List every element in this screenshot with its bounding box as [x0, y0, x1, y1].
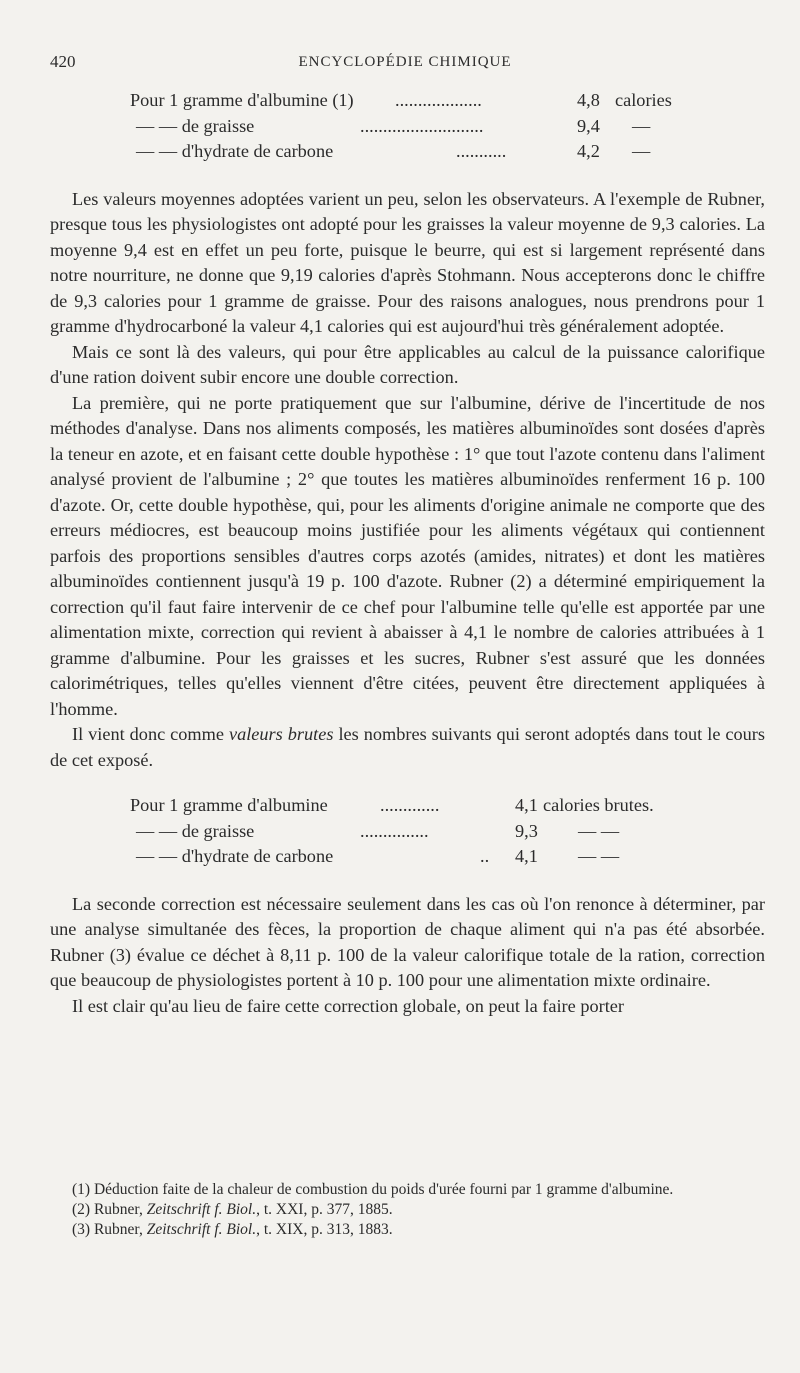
table-row: [50, 139, 765, 165]
table-label: Pour 1 gramme d'albumine: [130, 795, 328, 815]
table-leader: ...........: [456, 141, 507, 161]
calorie-table-1: [50, 88, 765, 165]
text-run: , t. XXI, p. 377, 1885.: [256, 1201, 393, 1218]
table-row: [50, 793, 765, 819]
table-row: [50, 114, 765, 140]
table-leader: ...................: [395, 90, 482, 110]
table-label: — — d'hydrate de carbone: [136, 141, 334, 161]
text-run: , t. XIX, p. 313, 1883.: [256, 1221, 393, 1238]
paragraph: Mais ce sont là des valeurs, qui pour être applicables au calcul de la puissance calorifique d'une ration doivent subir encore une double correction.: [50, 341, 765, 387]
table-value: 4,1: [515, 795, 538, 815]
table-unit: calories: [615, 90, 672, 110]
table-row: [50, 844, 765, 870]
footnote: [50, 1200, 765, 1220]
italic-text: valeurs brutes: [228, 724, 334, 744]
table-row: [50, 819, 765, 845]
italic-text: Zeitschrift f. Biol.: [146, 1201, 257, 1218]
table-leader: .............: [380, 795, 440, 815]
text-run: (2) Rubner,: [72, 1201, 147, 1218]
footnotes: [50, 1180, 765, 1240]
paragraph: La première, qui ne porte pratiquement que sur l'albumine, dérive de l'incertitude de nos méthodes d'analyse. Dans nos aliments composés, les matières albuminoïdes sont dosées d'après la teneur en azote, et en faisant cette double hypothèse : 1° que tout l'azote contenu dans l'aliment analysé provient de l'albumine ; 2° que toutes les matières albuminoïdes renferment 16 p. 100 d'azote. Or, cette double hypothèse, qui, pour les aliments d'origine animale ne comporte que des erreurs médiocres, est beaucoup moins justifiée pour les aliments végétaux qui contiennent parfois des proportions sensibles d'autres corps azotés (amides, nitrates) et dont les matières albuminoïdes contiennent jusqu'à 19 p. 100 d'azote. Rubner (2) a déterminé empiriquement la correction qu'il faut faire intervenir de ce chef pour l'albumine telle qu'elle est apportée par une alimentation mixte, correction qui revient à abaisser à 4,1 le nombre de calories attribuées à 1 gramme d'albumine. Pour les graisses et les sucres, Rubner s'est assuré que les données calorimétriques, telles qu'elles viennent d'être citées, peuvent être directement appliquées à l'homme.: [50, 392, 765, 719]
table-unit: — —: [578, 846, 620, 866]
table-value: 9,3: [515, 820, 538, 841]
table-unit: —: [632, 141, 651, 161]
page-number: 420: [50, 52, 76, 71]
paragraph: Les valeurs moyennes adoptées varient un peu, selon les observateurs. A l'exemple de Rubner, presque tous les physiologistes ont adopté pour les graisses la valeur moyenne de 9,3 calories. La moyenne 9,4 est en effet un peu forte, puisque le beurre, qui est si largement représenté dans notre nourriture, ne donne que 9,19 calories d'après Stohmann. Nous accepterons donc le chiffre de 9,3 calories pour 1 gramme de graisse. Pour des raisons analogues, nous prendrons pour 1 gramme d'hydrocarboné la valeur 4,1 calories qui est aujourd'hui très généralement adoptée.: [50, 188, 765, 336]
page-body: [50, 88, 765, 1019]
table-value: 4,1: [515, 846, 538, 866]
paragraph: Il est clair qu'au lieu de faire cette correction globale, on peut la faire porter: [72, 995, 624, 1016]
table-value: 9,4: [577, 115, 600, 136]
table-leader: ...........................: [360, 115, 484, 136]
table-unit: — —: [578, 820, 620, 841]
table-value: 4,2: [577, 141, 600, 161]
table-leader: ..: [480, 846, 490, 866]
footnote: (1) Déduction faite de la chaleur de combustion du poids d'urée fourni par 1 gramme d'albumine.: [72, 1181, 674, 1198]
table-label: — — d'hydrate de carbone: [136, 846, 334, 866]
table-label: — — de graisse: [136, 820, 255, 841]
italic-text: Zeitschrift f. Biol.: [146, 1221, 257, 1238]
paragraph: La seconde correction est nécessaire seulement dans les cas où l'on renonce à déterminer, par une analyse simultanée des fèces, la proportion de chaque aliment qui n'a pas été absorbée. Rubner (3) évalue ce déchet à 8,11 p. 100 de la valeur calorifique totale de la ration, correction que beaucoup de physiologistes portent à 10 p. 100 pour une alimentation mixte ordinaire.: [50, 893, 765, 990]
text-run: (3) Rubner,: [72, 1221, 147, 1238]
table-value: 4,8: [577, 90, 600, 110]
calorie-table-2: [50, 793, 765, 870]
table-unit: calories brutes.: [543, 795, 654, 815]
table-leader: ...............: [360, 820, 429, 841]
running-title: ENCYCLOPÉDIE CHIMIQUE: [298, 54, 512, 70]
table-row: [50, 88, 765, 114]
text-run: les nombres suivants qui seront adoptés dans tout le cours de cet exposé.: [50, 724, 766, 770]
table-label: — — de graisse: [136, 115, 255, 136]
text-run: Il vient donc comme: [72, 724, 229, 744]
footnote: [50, 1220, 765, 1240]
page-header: [50, 52, 760, 74]
table-label: Pour 1 gramme d'albumine (1): [130, 90, 354, 110]
table-unit: —: [632, 115, 651, 136]
paragraph: [50, 722, 765, 773]
